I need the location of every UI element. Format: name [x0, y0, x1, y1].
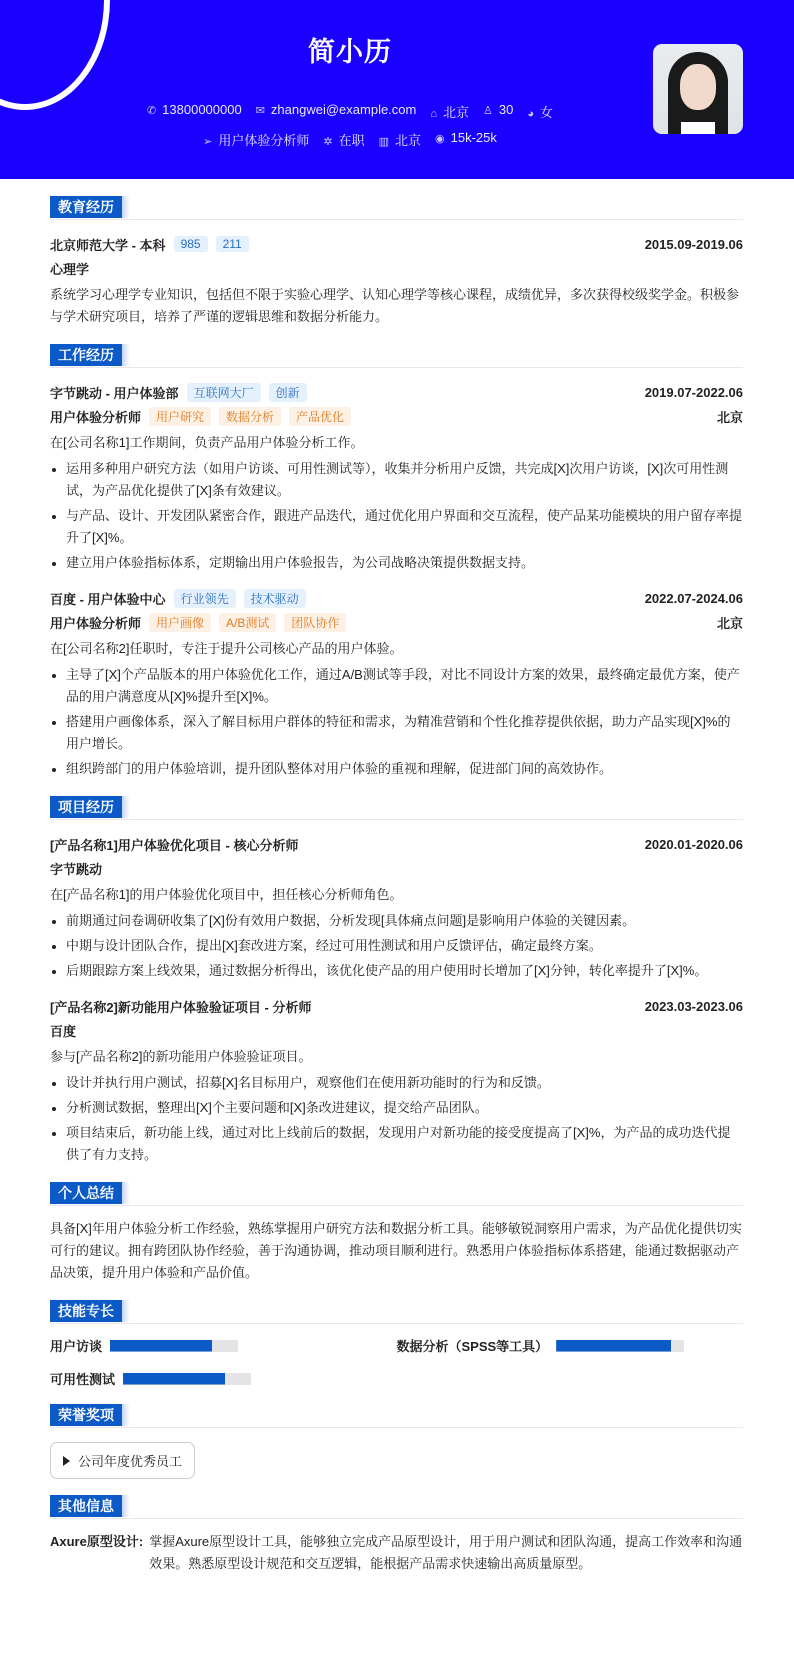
major: 心理学	[50, 261, 90, 277]
city: 北京	[716, 409, 743, 425]
contact-row	[0, 102, 700, 121]
gender: 女	[540, 105, 554, 120]
building-icon: ▥	[378, 136, 389, 148]
tag: A/B测试	[219, 613, 276, 632]
triangle-icon	[63, 1456, 70, 1466]
date: 2020.01-2020.06	[644, 836, 743, 852]
section-projects: 项目经历	[50, 796, 743, 820]
mail-icon: ✉	[255, 105, 265, 117]
project-entry	[50, 994, 743, 1166]
bullet-item: 组织跨部门的用户体验培训，提升团队整体对用户体验的重视和理解，促进部门间的高效协作。	[50, 758, 743, 780]
bullet-item: 主导了[X]个产品版本的用户体验优化工作，通过A/B测试等手段，对比不同设计方案的效果，最终确定最优方案，使产品的用户满意度从[X]%提升至[X]%。	[50, 664, 743, 708]
company: 字节跳动 - 用户体验部	[50, 385, 179, 401]
resume-header	[0, 0, 794, 179]
tag: 产品优化	[289, 407, 351, 426]
work-entry	[50, 380, 743, 574]
tag: 团队协作	[284, 613, 346, 632]
work-summary: 在[公司名称1]工作期间，负责产品用户体验分析工作。	[50, 435, 364, 450]
status-icon: ✲	[323, 136, 333, 148]
salary: 15k-25k	[450, 130, 497, 145]
skill-name: 可用性测试	[50, 1372, 116, 1387]
date: 2022.07-2024.06	[644, 590, 743, 606]
skill-name: 用户访谈	[50, 1339, 103, 1354]
skill-bar-fill	[123, 1373, 225, 1385]
other-value: 掌握Axure原型设计工具，能够独立完成产品原型设计，用于用户测试和团队沟通，提高工作效率和沟通效果。熟悉原型设计规范和交互逻辑，能根据产品需求快速输出高质量原型。	[149, 1534, 743, 1571]
phone: 13800000000	[162, 102, 242, 117]
school: 北京师范大学 - 本科	[50, 237, 166, 253]
phone-icon: ✆	[146, 105, 157, 117]
section-awards: 荣誉奖项	[50, 1404, 743, 1428]
bullet-item: 项目结束后，新功能上线，通过对比上线前后的数据，发现用户对新功能的接受度提高了[X]%，为产品的成功迭代提供了有力支持。	[50, 1122, 743, 1166]
bullet-item: 搭建用户画像体系，深入了解目标用户群体的特征和需求，为精准营销和个性化推荐提供依据，助力产品实现[X]%的用户增长。	[50, 711, 743, 755]
skill-item	[50, 1369, 397, 1388]
role: 用户体验分析师	[50, 409, 142, 425]
date: 2019.07-2022.06	[644, 384, 743, 400]
bullet-item: 中期与设计团队合作，提出[X]套改进方案，经过可用性测试和用户反馈评估，确定最终方案。	[50, 935, 743, 957]
home-icon: ⌂	[430, 108, 438, 120]
avatar	[653, 44, 743, 134]
tag: 985	[174, 236, 208, 252]
tag: 数据分析	[219, 407, 281, 426]
project-entry	[50, 832, 743, 982]
position: 用户体验分析师	[218, 133, 310, 148]
location: 北京	[443, 105, 470, 120]
skill-bar	[556, 1340, 684, 1352]
skill-bar-fill	[556, 1340, 671, 1352]
date: 2023.03-2023.06	[644, 998, 743, 1014]
skill-bar	[110, 1340, 238, 1352]
tag: 技术驱动	[244, 589, 306, 608]
skill-item	[397, 1336, 744, 1355]
send-icon: ➢	[203, 136, 213, 148]
section-skills: 技能专长	[50, 1300, 743, 1324]
bullet-item: 前期通过问卷调研收集了[X]份有效用户数据，分析发现[具体痛点问题]是影响用户体验的关键因素。	[50, 910, 743, 932]
bullet-item: 与产品、设计、开发团队紧密合作，跟进产品迭代，通过优化用户界面和交互流程，使产品某功能模块的用户留存率提升了[X]%。	[50, 505, 743, 549]
tag: 行业领先	[174, 589, 236, 608]
job-intent-row	[0, 130, 700, 149]
tag: 创新	[269, 383, 307, 402]
summary-text: 具备[X]年用户体验分析工作经验，熟练掌握用户研究方法和数据分析工具。能够敏锐洞察用户需求，为产品优化提供切实可行的建议。拥有跨团队协作经验，善于沟通协调，推动项目顺利进行。熟悉用户体验指标体系搭建，能通过数据驱动产品决策，提升用户体验和产品价值。	[50, 1221, 742, 1280]
age: 30	[498, 102, 514, 117]
tag: 用户研究	[149, 407, 211, 426]
project-name: [产品名称1]用户体验优化项目 - 核心分析师	[50, 837, 299, 853]
date: 2015.09-2019.06	[644, 236, 743, 252]
skill-item	[50, 1336, 397, 1355]
award-item[interactable]: 公司年度优秀员工	[50, 1442, 195, 1479]
work-summary: 在[公司名称2]任职时，专注于提升公司核心产品的用户体验。	[50, 641, 403, 656]
role: 用户体验分析师	[50, 615, 142, 631]
gender-icon: ◕	[527, 108, 535, 120]
section-summary: 个人总结	[50, 1182, 743, 1206]
cake-icon: ♙	[483, 105, 493, 117]
bullet-item: 运用多种用户研究方法（如用户访谈、可用性测试等），收集并分析用户反馈，共完成[X]次用户访谈，[X]次可用性测试，为产品优化提供了[X]条有效建议。	[50, 458, 743, 502]
bullet-item: 建立用户体验指标体系，定期输出用户体验报告，为公司战略决策提供数据支持。	[50, 552, 743, 574]
candidate-name: 简小历	[308, 37, 392, 67]
project-summary: 在[产品名称1]的用户体验优化项目中，担任核心分析师角色。	[50, 887, 403, 902]
project-summary: 参与[产品名称2]的新功能用户体验验证项目。	[50, 1049, 312, 1064]
project-company: 字节跳动	[50, 861, 103, 877]
city: 北京	[716, 615, 743, 631]
skill-name: 数据分析（SPSS等工具）	[396, 1339, 549, 1354]
project-company: 百度	[50, 1023, 77, 1039]
tag: 211	[216, 236, 249, 252]
section-work: 工作经历	[50, 344, 743, 368]
section-other: 其他信息	[50, 1495, 743, 1519]
skill-bar	[123, 1373, 251, 1385]
tag: 用户画像	[149, 613, 211, 632]
skill-bar-fill	[110, 1340, 212, 1352]
company: 百度 - 用户体验中心	[50, 591, 166, 607]
education-desc: 系统学习心理学专业知识，包括但不限于实验心理学、认知心理学等核心课程，成绩优异，多次获得校级奖学金。积极参与学术研究项目，培养了严谨的逻辑思维和数据分析能力。	[50, 287, 740, 324]
bullet-item: 设计并执行用户测试，招募[X]名目标用户，观察他们在使用新功能时的行为和反馈。	[50, 1072, 743, 1094]
bullet-item: 后期跟踪方案上线效果，通过数据分析得出，该优化使产品的用户使用时长增加了[X]分钟，转化率提升了[X]%。	[50, 960, 743, 982]
work-entry	[50, 586, 743, 780]
bullet-item: 分析测试数据，整理出[X]个主要问题和[X]条改进建议，提交给产品团队。	[50, 1097, 743, 1119]
status: 在职	[338, 133, 365, 148]
other-key: Axure原型设计:	[50, 1534, 144, 1549]
city: 北京	[395, 133, 422, 148]
section-education: 教育经历	[50, 196, 743, 220]
project-name: [产品名称2]新功能用户体验验证项目 - 分析师	[50, 999, 312, 1015]
salary-icon: ◉	[435, 133, 445, 145]
tag: 互联网大厂	[187, 383, 261, 402]
email: zhangwei@example.com	[270, 102, 417, 117]
